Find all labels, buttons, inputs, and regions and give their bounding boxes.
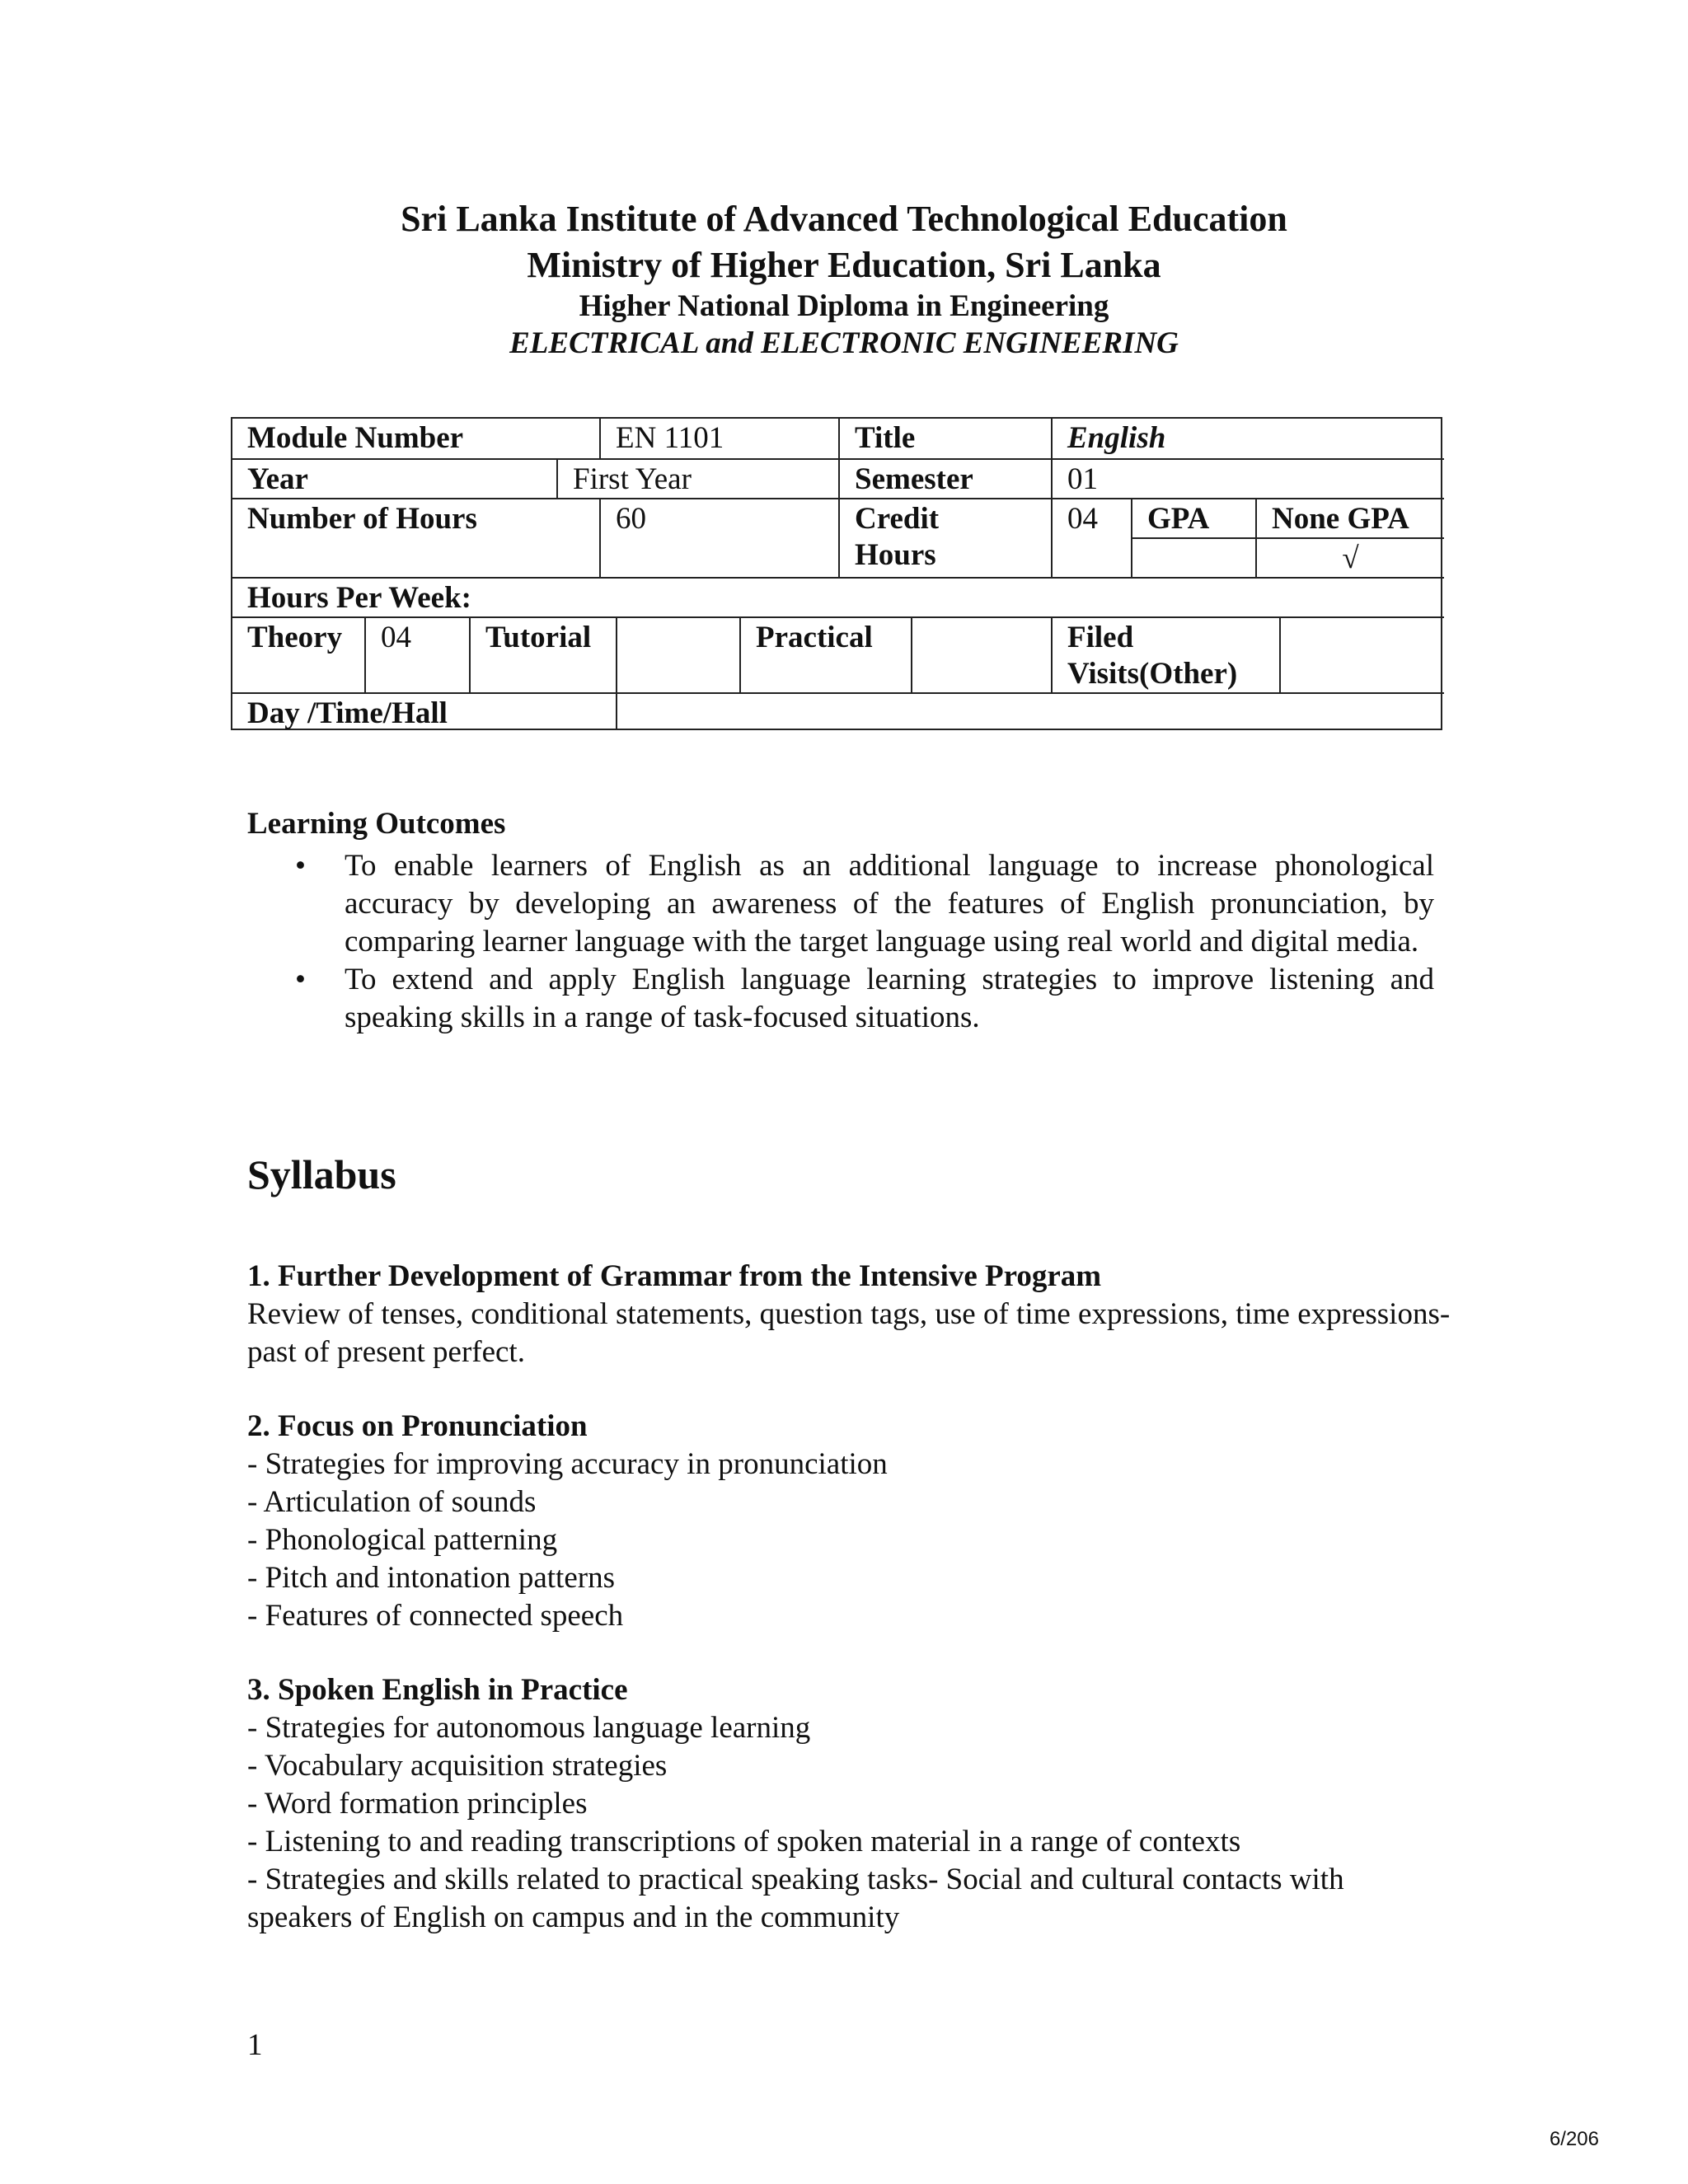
section-line: - Listening to and reading transcriptions of spoken material in a range of contexts — [247, 1825, 1241, 1858]
learning-outcome-item: • To enable learners of English as an additional language to increase phonological accuracy by developing an awareness of the features of English pronunciation, by comparing learner language with the target language using real world and digital media. — [247, 847, 1434, 961]
hours-label: Number of Hours — [232, 498, 599, 577]
learning-outcome-item: • To extend and apply English language learning strategies to improve listening and speaking skills in a range of task-focused situations. — [247, 961, 1434, 1037]
credit-hours-label — [838, 498, 1051, 577]
learning-outcomes-title: Learning Outcomes — [247, 807, 506, 841]
none-gpa-label: None GPA — [1255, 498, 1444, 537]
syllabus-title: Syllabus — [247, 1151, 396, 1197]
year-value: First Year — [556, 458, 838, 498]
section-heading: 3. Spoken English in Practice — [247, 1673, 628, 1707]
module-number-label: Module Number — [247, 421, 464, 455]
syllabus-section-3 — [247, 1671, 1451, 1937]
learning-outcomes-list — [247, 847, 1434, 1037]
syllabus-section-1 — [247, 1258, 1451, 1371]
field-visits-line-1: Filed — [1067, 621, 1134, 654]
section-heading: 1. Further Development of Grammar from the Intensive Program — [247, 1259, 1102, 1293]
hours-value: 60 — [599, 498, 838, 577]
title-label: Title — [838, 419, 1051, 458]
department-name: ELECTRICAL and ELECTRONIC ENGINEERING — [509, 326, 1179, 360]
tutorial-value — [616, 616, 739, 692]
section-line: - Pitch and intonation patterns — [247, 1561, 615, 1595]
semester-value: 01 — [1051, 458, 1444, 498]
title-value: English — [1051, 419, 1444, 458]
theory-value: 04 — [364, 616, 469, 692]
tutorial-label: Tutorial — [469, 616, 616, 692]
diploma-name: Higher National Diploma in Engineering — [579, 289, 1109, 323]
year-label: Year — [232, 458, 556, 498]
credit-label-line-1: Credit — [855, 502, 940, 536]
page-counter: 6/206 — [1549, 2128, 1599, 2150]
field-visits-label — [1051, 616, 1279, 692]
section-line: - Word formation principles — [247, 1787, 588, 1821]
credit-value: 04 — [1051, 498, 1131, 577]
practical-label: Practical — [739, 616, 911, 692]
module-number-value: EN 1101 — [599, 419, 838, 458]
practical-value — [911, 616, 1051, 692]
section-line: - Features of connected speech — [247, 1599, 624, 1633]
field-visits-line-2: Visits(Other) — [1067, 657, 1238, 691]
section-line: Review of tenses, conditional statements, question tags, use of time expressions, time expressions- past of present perfect. — [247, 1297, 1451, 1369]
none-gpa-value: √ — [1255, 537, 1444, 577]
page-number: 1 — [247, 2028, 263, 2062]
gpa-value — [1131, 537, 1255, 577]
section-line: - Strategies for improving accuracy in pronunciation — [247, 1447, 888, 1481]
credit-label-line-2: Hours — [855, 538, 936, 572]
day-time-hall-label: Day /Time/Hall — [232, 692, 616, 729]
theory-label: Theory — [232, 616, 364, 692]
syllabus-section-2 — [247, 1408, 1451, 1635]
section-line: - Strategies and skills related to practical speaking tasks- Social and cultural contacts with speakers of English on campus and in the community — [247, 1863, 1344, 1934]
module-info-table — [231, 417, 1442, 730]
hours-per-week-label: Hours Per Week: — [232, 577, 1444, 616]
section-line: - Strategies for autonomous language learning — [247, 1711, 811, 1745]
day-time-hall-value — [616, 692, 1444, 729]
semester-label: Semester — [838, 458, 1051, 498]
gpa-label: GPA — [1131, 498, 1255, 537]
section-line: - Articulation of sounds — [247, 1485, 537, 1519]
ministry-name: Ministry of Higher Education, Sri Lanka — [527, 245, 1161, 285]
section-line: - Phonological patterning — [247, 1523, 558, 1557]
institute-name: Sri Lanka Institute of Advanced Technological Education — [401, 199, 1287, 239]
field-visits-value — [1279, 616, 1444, 692]
section-heading: 2. Focus on Pronunciation — [247, 1409, 588, 1443]
section-line: - Vocabulary acquisition strategies — [247, 1749, 668, 1783]
